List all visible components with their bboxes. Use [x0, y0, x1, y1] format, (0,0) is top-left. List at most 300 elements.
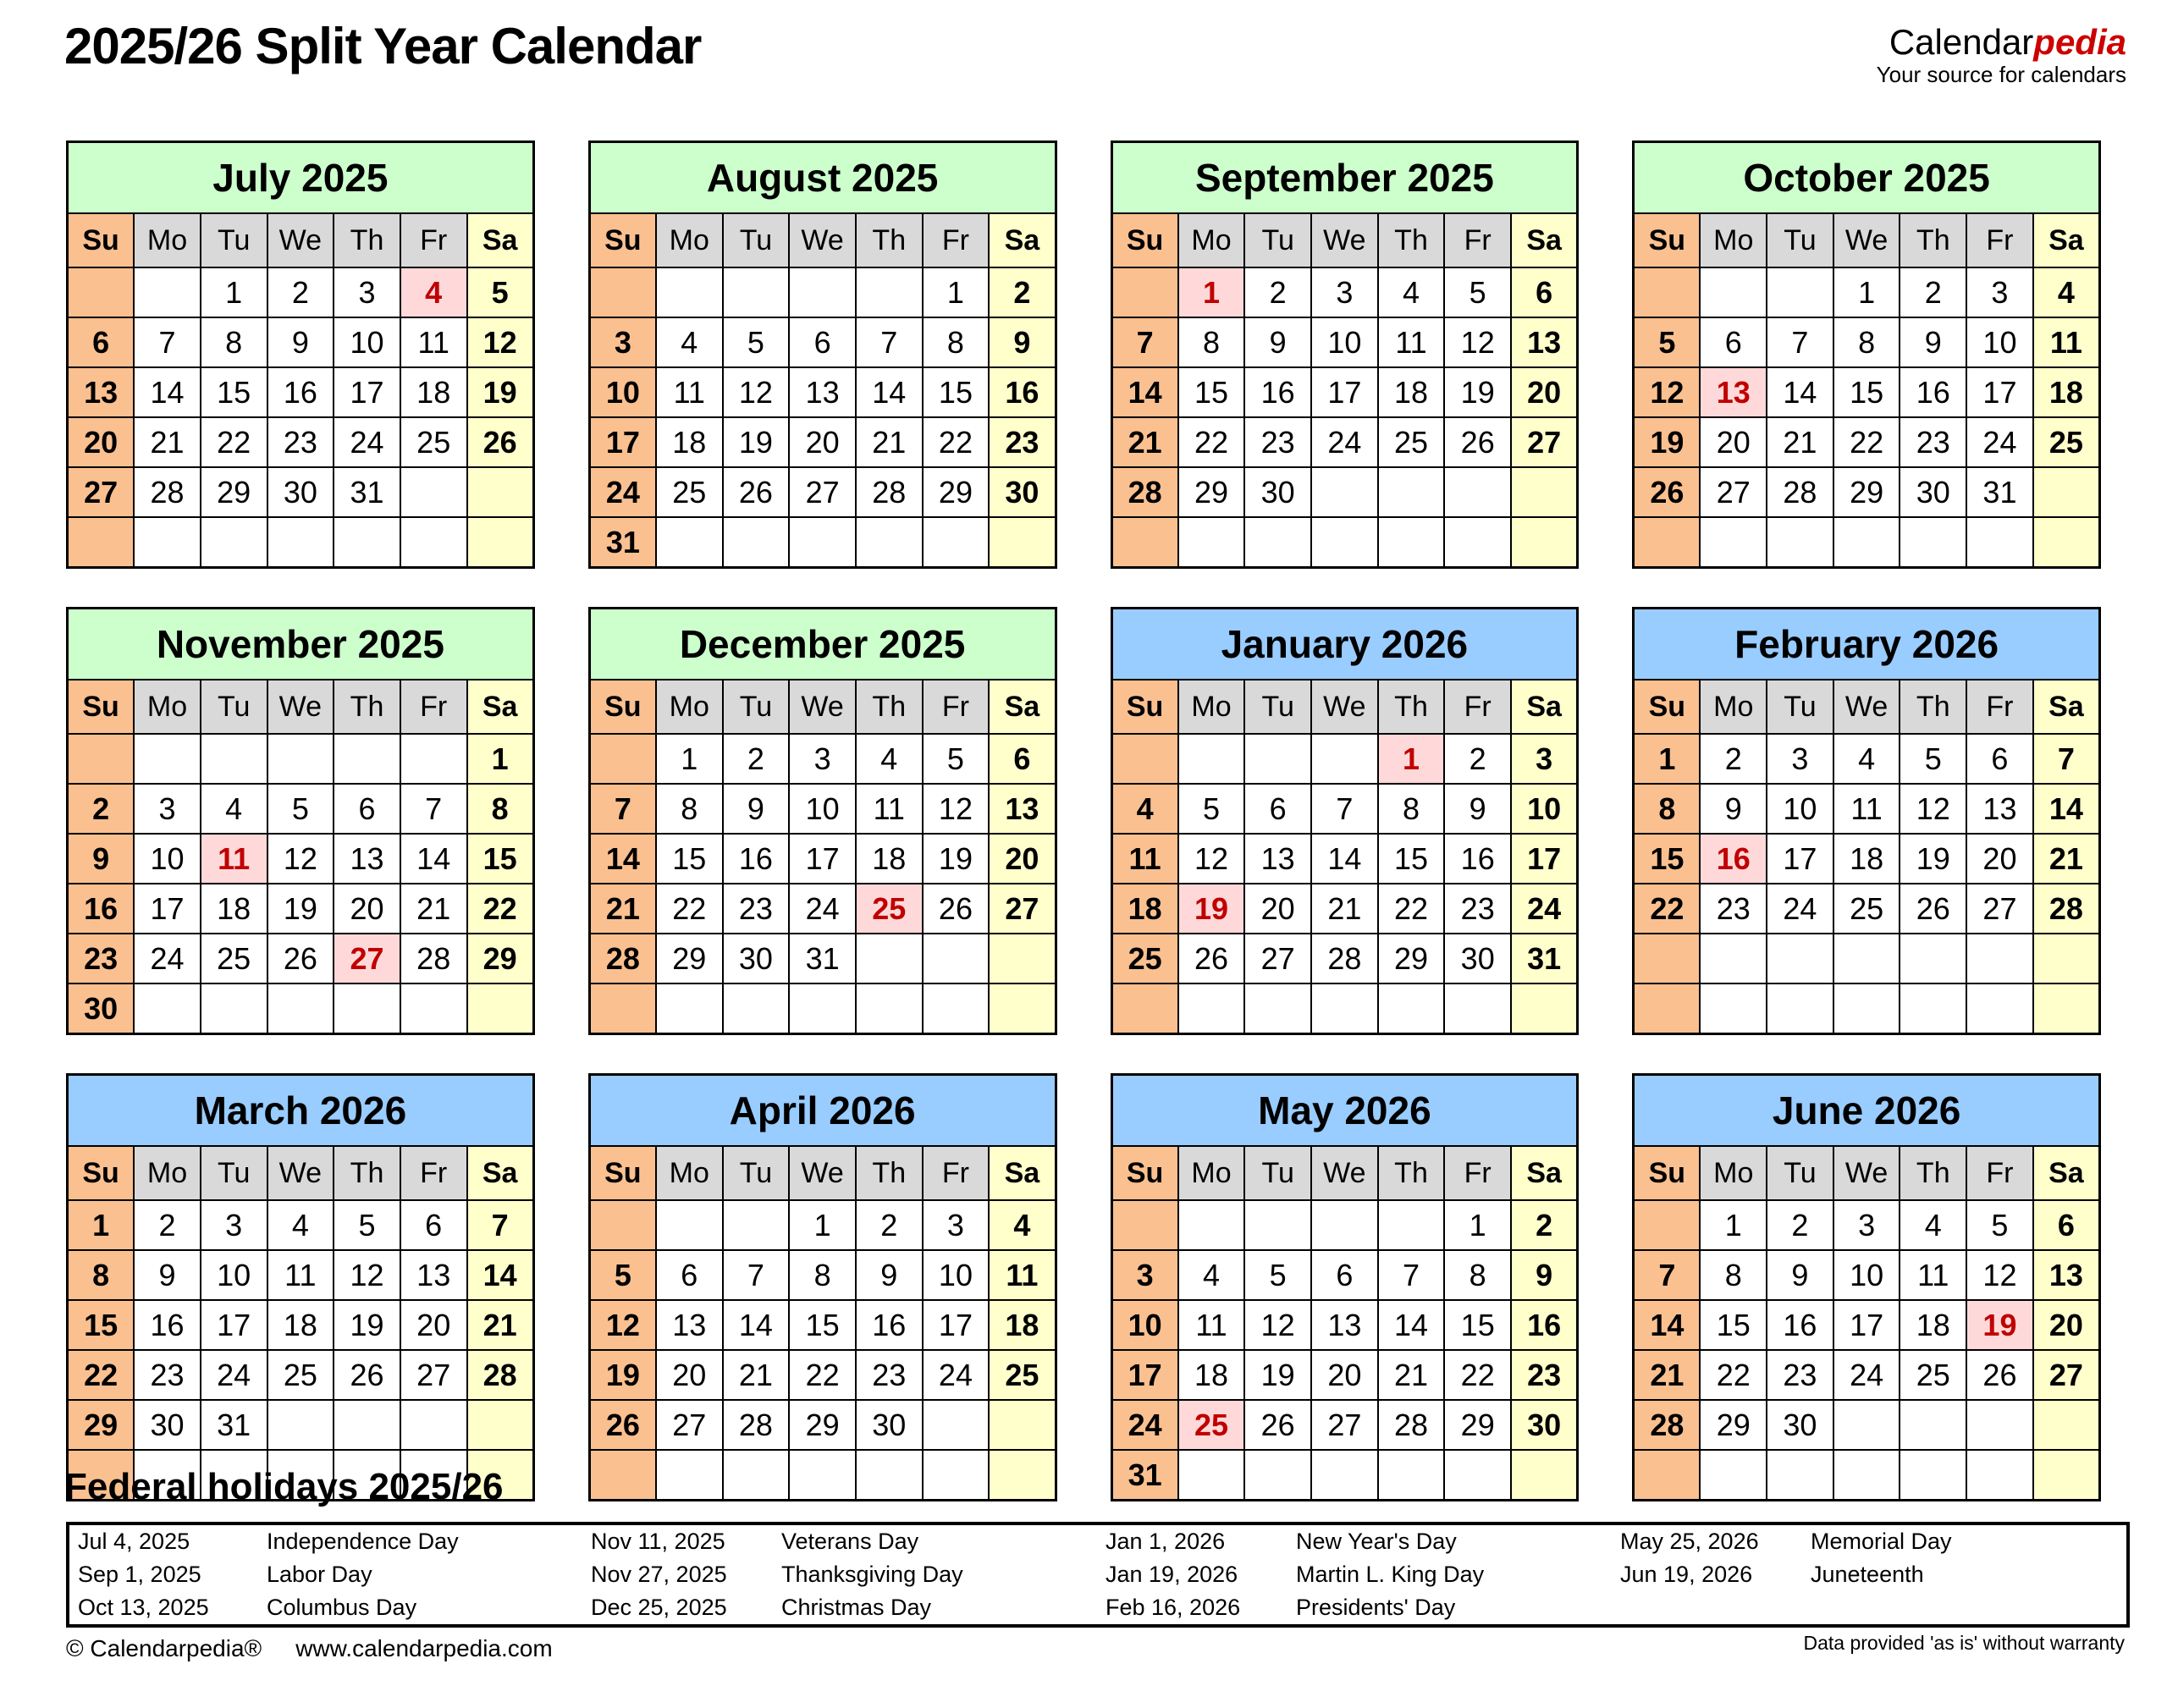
- day-cell: 13: [989, 784, 1056, 834]
- weekday-header: Mo: [134, 680, 201, 734]
- weekday-header: We: [1833, 1146, 1900, 1200]
- day-cell: 27: [789, 467, 856, 517]
- day-cell: 14: [1634, 1300, 1701, 1350]
- logo-calendar-text: Calendar: [1889, 22, 2034, 62]
- day-cell: 7: [856, 317, 923, 367]
- day-cell: 19: [1178, 884, 1245, 934]
- empty-day-cell: [856, 267, 923, 317]
- holiday-date: Jun 19, 2026: [1620, 1562, 1753, 1587]
- holiday-name: Thanksgiving Day: [781, 1562, 963, 1587]
- month-september-2025: [1111, 140, 1580, 569]
- day-cell: 9: [1444, 784, 1511, 834]
- empty-day-cell: [789, 1450, 856, 1501]
- day-cell: 8: [1634, 784, 1701, 834]
- day-cell: 15: [201, 367, 267, 417]
- weekday-header: Th: [1900, 213, 1966, 267]
- day-cell: 7: [467, 1200, 534, 1250]
- day-cell: 25: [1378, 417, 1445, 467]
- empty-day-cell: [334, 734, 400, 784]
- empty-day-cell: [723, 517, 790, 568]
- day-cell: 19: [923, 834, 990, 884]
- weekday-header: Su: [589, 213, 656, 267]
- day-cell: 7: [723, 1250, 790, 1300]
- day-cell: 17: [1966, 367, 2033, 417]
- day-cell: 13: [1966, 784, 2033, 834]
- day-cell: 13: [1244, 834, 1311, 884]
- day-cell: 29: [467, 934, 534, 983]
- weekday-header: Tu: [723, 680, 790, 734]
- day-cell: 25: [1900, 1350, 1966, 1400]
- month-january-2026: [1111, 607, 1580, 1035]
- month-title: February 2026: [1634, 609, 2100, 680]
- weekday-header: Sa: [467, 680, 534, 734]
- empty-day-cell: [1111, 517, 1178, 568]
- day-cell: 22: [656, 884, 723, 934]
- day-cell: 6: [400, 1200, 467, 1250]
- empty-day-cell: [1311, 1450, 1378, 1501]
- day-cell: 10: [1111, 1300, 1178, 1350]
- day-cell: 2: [1700, 734, 1767, 784]
- day-cell: 30: [267, 467, 334, 517]
- day-cell: 27: [68, 467, 135, 517]
- weekday-header: Sa: [467, 1146, 534, 1200]
- day-cell: 5: [467, 267, 534, 317]
- day-cell: 26: [1966, 1350, 2033, 1400]
- day-cell: 26: [267, 934, 334, 983]
- day-cell: 21: [1111, 417, 1178, 467]
- empty-day-cell: [923, 934, 990, 983]
- weekday-header: Su: [1111, 213, 1178, 267]
- day-cell: 17: [1767, 834, 1833, 884]
- day-cell: 19: [723, 417, 790, 467]
- day-cell: 14: [723, 1300, 790, 1350]
- weekday-header: Fr: [923, 1146, 990, 1200]
- day-cell: 14: [1311, 834, 1378, 884]
- weekday-header: Sa: [1511, 680, 1578, 734]
- day-cell: 17: [1311, 367, 1378, 417]
- day-cell: 25: [1833, 884, 1900, 934]
- day-cell: 22: [789, 1350, 856, 1400]
- day-cell: 20: [2033, 1300, 2100, 1350]
- empty-day-cell: [1378, 467, 1445, 517]
- day-cell: 10: [201, 1250, 267, 1300]
- day-cell: 8: [201, 317, 267, 367]
- day-cell: 3: [201, 1200, 267, 1250]
- weekday-header: Th: [334, 1146, 400, 1200]
- day-cell: 30: [989, 467, 1056, 517]
- day-cell: 29: [1178, 467, 1245, 517]
- day-cell: 10: [1966, 317, 2033, 367]
- empty-day-cell: [656, 1450, 723, 1501]
- month-october-2025: [1632, 140, 2101, 569]
- month-title: October 2025: [1634, 142, 2100, 214]
- day-cell: 6: [789, 317, 856, 367]
- day-cell: 14: [400, 834, 467, 884]
- day-cell: 20: [789, 417, 856, 467]
- day-cell: 5: [267, 784, 334, 834]
- holiday-date: Jan 19, 2026: [1106, 1562, 1238, 1587]
- day-cell: 6: [1244, 784, 1311, 834]
- day-cell: 20: [334, 884, 400, 934]
- day-cell: 1: [1178, 267, 1245, 317]
- day-cell: 4: [400, 267, 467, 317]
- day-cell: 20: [400, 1300, 467, 1350]
- holiday-name: Independence Day: [267, 1529, 459, 1554]
- empty-day-cell: [2033, 1450, 2100, 1501]
- empty-day-cell: [923, 1400, 990, 1450]
- day-cell: 28: [1378, 1400, 1445, 1450]
- day-cell: 11: [2033, 317, 2100, 367]
- holiday-date: Nov 27, 2025: [591, 1562, 727, 1587]
- weekday-header: Su: [589, 680, 656, 734]
- empty-day-cell: [1900, 1400, 1966, 1450]
- day-cell: 11: [656, 367, 723, 417]
- empty-day-cell: [989, 934, 1056, 983]
- day-cell: 23: [989, 417, 1056, 467]
- weekday-header: Mo: [1700, 213, 1767, 267]
- day-cell: 22: [1178, 417, 1245, 467]
- empty-day-cell: [1244, 1450, 1311, 1501]
- day-cell: 16: [267, 367, 334, 417]
- month-july-2025: [66, 140, 535, 569]
- day-cell: 6: [656, 1250, 723, 1300]
- day-cell: 11: [1378, 317, 1445, 367]
- day-cell: 28: [1767, 467, 1833, 517]
- empty-day-cell: [1966, 1400, 2033, 1450]
- empty-day-cell: [589, 1450, 656, 1501]
- weekday-header: Fr: [400, 1146, 467, 1200]
- empty-day-cell: [1111, 1200, 1178, 1250]
- day-cell: 3: [589, 317, 656, 367]
- empty-day-cell: [400, 983, 467, 1034]
- weekday-header: We: [1311, 680, 1378, 734]
- day-cell: 4: [1378, 267, 1445, 317]
- day-cell: 25: [989, 1350, 1056, 1400]
- day-cell: 24: [1767, 884, 1833, 934]
- empty-day-cell: [2033, 1400, 2100, 1450]
- day-cell: 31: [1966, 467, 2033, 517]
- weekday-header: Th: [856, 213, 923, 267]
- day-cell: 5: [1178, 784, 1245, 834]
- day-cell: 8: [1700, 1250, 1767, 1300]
- day-cell: 5: [1900, 734, 1966, 784]
- day-cell: 31: [201, 1400, 267, 1450]
- weekday-header: We: [789, 213, 856, 267]
- weekday-header: Tu: [1244, 213, 1311, 267]
- day-cell: 10: [134, 834, 201, 884]
- logo-pedia-text: pedia: [2033, 22, 2126, 62]
- day-cell: 21: [400, 884, 467, 934]
- month-december-2025: [588, 607, 1057, 1035]
- weekday-header: Fr: [1444, 1146, 1511, 1200]
- day-cell: 25: [267, 1350, 334, 1400]
- weekday-header: Su: [1634, 213, 1701, 267]
- day-cell: 21: [467, 1300, 534, 1350]
- empty-day-cell: [1511, 517, 1578, 568]
- day-cell: 21: [1378, 1350, 1445, 1400]
- day-cell: 12: [467, 317, 534, 367]
- day-cell: 31: [589, 517, 656, 568]
- day-cell: 9: [1900, 317, 1966, 367]
- day-cell: 4: [1900, 1200, 1966, 1250]
- weekday-header: Fr: [1966, 213, 2033, 267]
- day-cell: 10: [789, 784, 856, 834]
- day-cell: 18: [1178, 1350, 1245, 1400]
- day-cell: 3: [789, 734, 856, 784]
- day-cell: 27: [656, 1400, 723, 1450]
- day-cell: 8: [1378, 784, 1445, 834]
- day-cell: 29: [1833, 467, 1900, 517]
- empty-day-cell: [467, 1400, 534, 1450]
- empty-day-cell: [334, 983, 400, 1034]
- federal-holidays-heading: Federal holidays 2025/26: [64, 1466, 504, 1507]
- day-cell: 6: [334, 784, 400, 834]
- empty-day-cell: [1966, 1450, 2033, 1501]
- day-cell: 24: [589, 467, 656, 517]
- day-cell: 27: [2033, 1350, 2100, 1400]
- empty-day-cell: [1900, 934, 1966, 983]
- logo-wordmark: [1877, 24, 2126, 61]
- empty-day-cell: [589, 734, 656, 784]
- empty-day-cell: [1700, 267, 1767, 317]
- day-cell: 13: [1700, 367, 1767, 417]
- day-cell: 23: [856, 1350, 923, 1400]
- weekday-header: Th: [856, 680, 923, 734]
- day-cell: 25: [1111, 934, 1178, 983]
- weekday-header: Th: [334, 213, 400, 267]
- empty-day-cell: [134, 983, 201, 1034]
- page-title: 2025/26 Split Year Calendar: [64, 18, 702, 74]
- empty-day-cell: [1634, 1450, 1701, 1501]
- empty-day-cell: [1833, 983, 1900, 1034]
- empty-day-cell: [1378, 517, 1445, 568]
- weekday-header: We: [1833, 680, 1900, 734]
- empty-day-cell: [989, 983, 1056, 1034]
- day-cell: 9: [989, 317, 1056, 367]
- empty-day-cell: [1700, 983, 1767, 1034]
- day-cell: 23: [68, 934, 135, 983]
- day-cell: 18: [201, 884, 267, 934]
- holiday-date: [1612, 1591, 1802, 1626]
- holiday-date: Oct 13, 2025: [78, 1595, 209, 1620]
- day-cell: 12: [1444, 317, 1511, 367]
- empty-day-cell: [723, 1200, 790, 1250]
- day-cell: 27: [334, 934, 400, 983]
- weekday-header: Mo: [134, 1146, 201, 1200]
- day-cell: 18: [1111, 884, 1178, 934]
- weekday-header: Tu: [1244, 680, 1311, 734]
- weekday-header: Th: [856, 1146, 923, 1200]
- weekday-header: Su: [1634, 680, 1701, 734]
- empty-day-cell: [2033, 934, 2100, 983]
- day-cell: 17: [589, 417, 656, 467]
- day-cell: 11: [201, 834, 267, 884]
- empty-day-cell: [923, 983, 990, 1034]
- empty-day-cell: [1833, 517, 1900, 568]
- day-cell: 22: [201, 417, 267, 467]
- day-cell: 16: [856, 1300, 923, 1350]
- empty-day-cell: [134, 734, 201, 784]
- empty-day-cell: [1833, 934, 1900, 983]
- day-cell: 13: [334, 834, 400, 884]
- empty-day-cell: [1900, 517, 1966, 568]
- day-cell: 3: [1833, 1200, 1900, 1250]
- day-cell: 13: [1311, 1300, 1378, 1350]
- empty-day-cell: [68, 734, 135, 784]
- day-cell: 26: [923, 884, 990, 934]
- day-cell: 29: [923, 467, 990, 517]
- day-cell: 18: [400, 367, 467, 417]
- day-cell: 14: [589, 834, 656, 884]
- weekday-header: Tu: [201, 680, 267, 734]
- day-cell: 8: [656, 784, 723, 834]
- weekday-header: Th: [1378, 213, 1445, 267]
- empty-day-cell: [1311, 467, 1378, 517]
- empty-day-cell: [1311, 1200, 1378, 1250]
- day-cell: 30: [68, 983, 135, 1034]
- month-title: September 2025: [1111, 142, 1578, 214]
- day-cell: 26: [723, 467, 790, 517]
- day-cell: 3: [1511, 734, 1578, 784]
- empty-day-cell: [467, 467, 534, 517]
- empty-day-cell: [467, 983, 534, 1034]
- weekday-header: Sa: [989, 680, 1056, 734]
- month-title: May 2026: [1111, 1075, 1578, 1147]
- empty-day-cell: [1178, 1200, 1245, 1250]
- day-cell: 4: [201, 784, 267, 834]
- day-cell: 14: [1378, 1300, 1445, 1350]
- empty-day-cell: [1444, 1450, 1511, 1501]
- day-cell: 12: [589, 1300, 656, 1350]
- day-cell: 19: [589, 1350, 656, 1400]
- empty-day-cell: [856, 983, 923, 1034]
- day-cell: 3: [1966, 267, 2033, 317]
- federal-holidays-table: [66, 1522, 2130, 1628]
- empty-day-cell: [856, 517, 923, 568]
- day-cell: 7: [1634, 1250, 1701, 1300]
- day-cell: 19: [1634, 417, 1701, 467]
- weekday-header: Th: [1378, 680, 1445, 734]
- day-cell: 26: [334, 1350, 400, 1400]
- empty-day-cell: [201, 517, 267, 568]
- day-cell: 27: [1244, 934, 1311, 983]
- empty-day-cell: [1378, 1200, 1445, 1250]
- day-cell: 14: [134, 367, 201, 417]
- day-cell: 28: [400, 934, 467, 983]
- day-cell: 12: [723, 367, 790, 417]
- day-cell: 26: [1444, 417, 1511, 467]
- day-cell: 2: [723, 734, 790, 784]
- day-cell: 1: [1833, 267, 1900, 317]
- day-cell: 5: [589, 1250, 656, 1300]
- day-cell: 20: [656, 1350, 723, 1400]
- day-cell: 9: [68, 834, 135, 884]
- day-cell: 2: [1444, 734, 1511, 784]
- holiday-date: Nov 11, 2025: [591, 1529, 725, 1554]
- day-cell: 21: [723, 1350, 790, 1400]
- day-cell: 3: [923, 1200, 990, 1250]
- day-cell: 7: [400, 784, 467, 834]
- day-cell: 23: [1767, 1350, 1833, 1400]
- day-cell: 8: [789, 1250, 856, 1300]
- weekday-header: We: [267, 213, 334, 267]
- day-cell: 28: [2033, 884, 2100, 934]
- holiday-name: Veterans Day: [781, 1529, 919, 1554]
- month-april-2026: [588, 1073, 1057, 1501]
- day-cell: 22: [1378, 884, 1445, 934]
- day-cell: 4: [856, 734, 923, 784]
- weekday-header: We: [1311, 213, 1378, 267]
- weekday-header: Sa: [989, 213, 1056, 267]
- day-cell: 19: [1444, 367, 1511, 417]
- empty-day-cell: [1700, 1450, 1767, 1501]
- day-cell: 5: [334, 1200, 400, 1250]
- day-cell: 6: [1311, 1250, 1378, 1300]
- day-cell: 27: [1700, 467, 1767, 517]
- empty-day-cell: [1767, 934, 1833, 983]
- day-cell: 11: [267, 1250, 334, 1300]
- empty-day-cell: [989, 517, 1056, 568]
- day-cell: 12: [267, 834, 334, 884]
- day-cell: 10: [589, 367, 656, 417]
- weekday-header: Mo: [1178, 680, 1245, 734]
- empty-day-cell: [1178, 517, 1245, 568]
- day-cell: 3: [1111, 1250, 1178, 1300]
- day-cell: 25: [1178, 1400, 1245, 1450]
- day-cell: 17: [923, 1300, 990, 1350]
- day-cell: 21: [2033, 834, 2100, 884]
- day-cell: 12: [1178, 834, 1245, 884]
- day-cell: 1: [1700, 1200, 1767, 1250]
- day-cell: 18: [267, 1300, 334, 1350]
- day-cell: 26: [1244, 1400, 1311, 1450]
- day-cell: 3: [134, 784, 201, 834]
- day-cell: 12: [1244, 1300, 1311, 1350]
- empty-day-cell: [1634, 1200, 1701, 1250]
- weekday-header: We: [789, 680, 856, 734]
- day-cell: 26: [1178, 934, 1245, 983]
- month-title: January 2026: [1111, 609, 1578, 680]
- calendarpedia-logo: [1877, 24, 2126, 86]
- day-cell: 24: [1511, 884, 1578, 934]
- day-cell: 15: [1700, 1300, 1767, 1350]
- day-cell: 10: [1311, 317, 1378, 367]
- day-cell: 5: [923, 734, 990, 784]
- holiday-name: Martin L. King Day: [1296, 1562, 1485, 1587]
- day-cell: 15: [467, 834, 534, 884]
- day-cell: 19: [467, 367, 534, 417]
- empty-day-cell: [656, 517, 723, 568]
- day-cell: 17: [134, 884, 201, 934]
- empty-day-cell: [134, 267, 201, 317]
- day-cell: 4: [1111, 784, 1178, 834]
- day-cell: 7: [1378, 1250, 1445, 1300]
- day-cell: 6: [1966, 734, 2033, 784]
- day-cell: 12: [923, 784, 990, 834]
- weekday-header: Tu: [723, 213, 790, 267]
- day-cell: 23: [1511, 1350, 1578, 1400]
- day-cell: 21: [134, 417, 201, 467]
- day-cell: 21: [1311, 884, 1378, 934]
- day-cell: 5: [1634, 317, 1701, 367]
- holiday-name: Presidents' Day: [1296, 1595, 1456, 1620]
- weekday-header: Sa: [2033, 1146, 2100, 1200]
- empty-day-cell: [1900, 983, 1966, 1034]
- day-cell: 27: [1511, 417, 1578, 467]
- weekday-header: Fr: [1966, 1146, 2033, 1200]
- day-cell: 29: [1378, 934, 1445, 983]
- empty-day-cell: [1178, 734, 1245, 784]
